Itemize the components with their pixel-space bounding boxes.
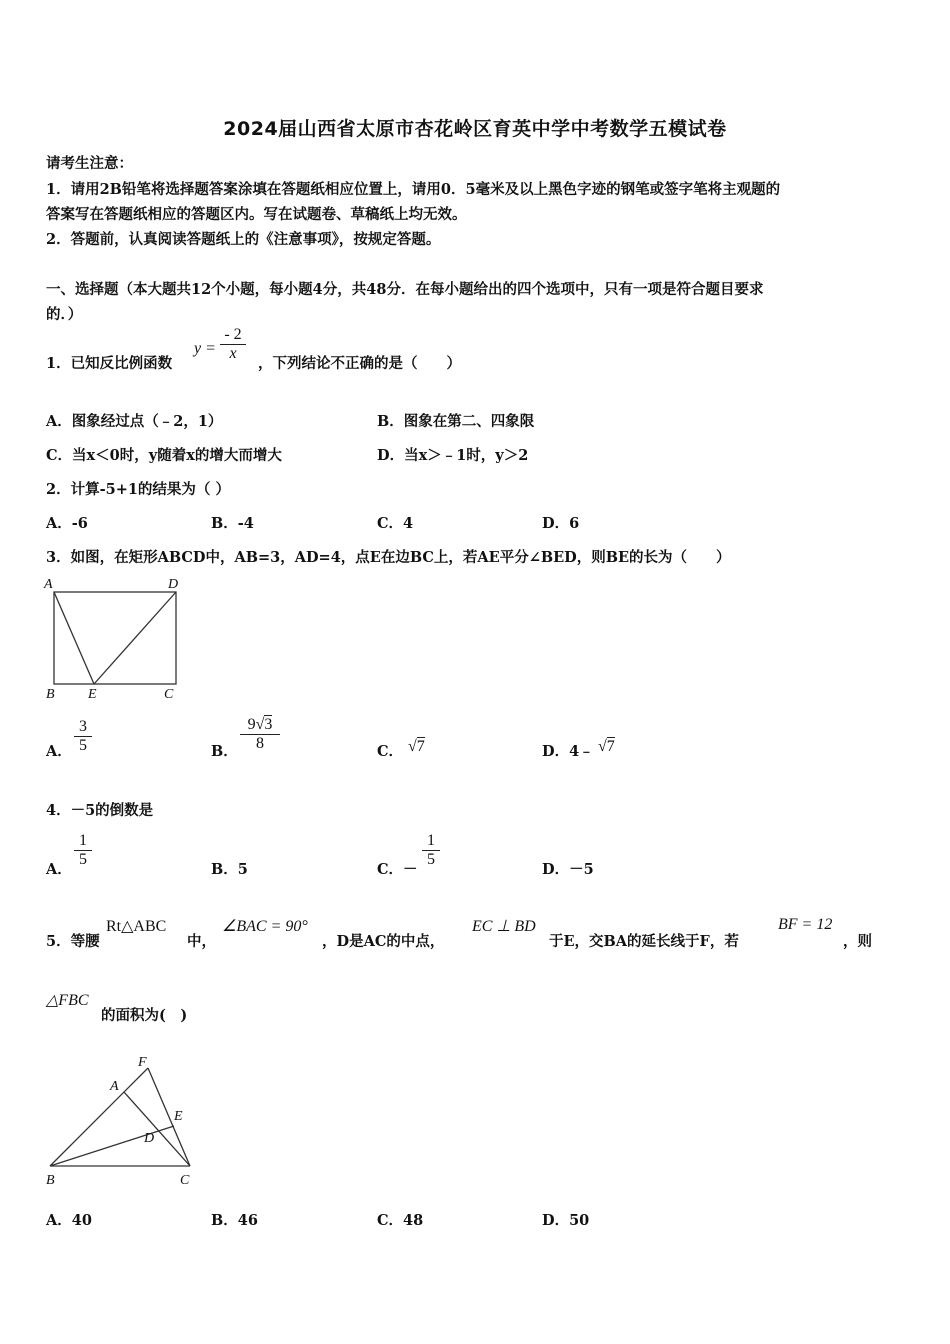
q5-segment-bf (50, 1068, 148, 1166)
q3-segment-ed (94, 592, 176, 684)
q5-option-d: D．50 (542, 1212, 590, 1229)
q1-func-fraction (220, 326, 246, 363)
q5-segment-be (50, 1126, 174, 1166)
section-heading-line-1: 一、选择题（本大题共12个小题，每小题4分，共48分．在每小题给出的四个选项中，只有一项是符合题目要求 (46, 281, 764, 298)
q3-label-a: A (44, 577, 53, 592)
q5-expr-triangle (106, 916, 166, 936)
q3-option-d-sqrt: √7 (598, 738, 615, 755)
q5-label-c: C (180, 1173, 190, 1188)
q1-func-denominator: x (220, 344, 246, 363)
section-heading-line-2: 的．） (46, 306, 83, 323)
notice-line-2: 2．答题前，认真阅读答题纸上的《注意事项》，按规定答题。 (46, 231, 441, 248)
q5-expr-angle: ∠BAC = 90° (222, 918, 308, 935)
q5-suffix: ，则 (843, 933, 872, 950)
notice-line-1b: 答案写在答题纸相应的答题区内。写在试题卷、草稿纸上均无效。 (46, 206, 467, 223)
q3-option-a-den: 5 (74, 736, 92, 755)
q3-option-a-fraction (74, 718, 92, 755)
q5-triangle-figure (38, 1050, 208, 1190)
q1-suffix: ，下列结论不正确的是（ ） (258, 355, 461, 372)
q4-option-d: D．－5 (542, 861, 594, 878)
q1-func-lhs: y = (194, 340, 216, 357)
q4-option-c-label: C．－ (377, 861, 418, 878)
q4-option-a-label: A． (46, 861, 72, 878)
q3-option-b-radicand: 3 (264, 716, 273, 733)
q3-option-c-radicand: 7 (416, 738, 425, 755)
q3-label-e: E (88, 687, 97, 702)
q3-stem: 3．如图，在矩形ABCD中，AB=3，AD=4，点E在边BC上，若AE平分∠BED，则BE的长为（ ） (46, 549, 731, 566)
q1-func-numerator: - 2 (224, 326, 242, 343)
q1-option-a: A．图象经过点（﹣2，1） (46, 413, 223, 430)
q4-option-c-den: 5 (422, 850, 440, 869)
q4-option-c-num: 1 (427, 832, 435, 849)
q3-option-b-den: 8 (240, 734, 280, 753)
q3-label-d: D (168, 577, 179, 592)
q5-segment-ac (124, 1092, 190, 1166)
q5-stem-line-2: 的面积为( ) (101, 1007, 188, 1024)
q3-option-b-fraction (240, 716, 280, 753)
q5-option-b: B．46 (211, 1212, 258, 1229)
q4-option-a-den: 5 (74, 850, 92, 869)
q1-option-d: D．当x＞﹣1时，y＞2 (377, 447, 529, 464)
q5-label-e: E (174, 1109, 183, 1124)
page-title: 2024届山西省太原市杏花岭区育英中学中考数学五模试卷 (223, 118, 727, 140)
q2-option-c: C．4 (377, 515, 414, 532)
q2-option-a: A．-6 (46, 515, 88, 532)
q4-option-c-fraction (422, 832, 440, 869)
q3-rectangle (54, 592, 176, 684)
q5-prefix: 5．等腰 (46, 933, 100, 950)
q5-option-c: C．48 (377, 1212, 424, 1229)
q3-label-c: C (164, 687, 174, 702)
q3-rectangle-figure (42, 572, 192, 704)
q5-option-a: A．40 (46, 1212, 92, 1229)
q3-option-b-label: B． (211, 743, 238, 760)
q5-expr-triangle-text: Rt△ABC (106, 918, 167, 935)
q3-option-a-label: A． (46, 743, 72, 760)
q2-option-d: D．6 (542, 515, 580, 532)
q1-option-b: B．图象在第二、四象限 (377, 413, 535, 430)
q3-label-b: B (46, 687, 55, 702)
q3-option-c-label: C． (377, 743, 404, 760)
q5-expr-fbc: △FBC (46, 992, 89, 1009)
q4-stem: 4．－5的倒数是 (46, 802, 154, 819)
q5-label-d: D (144, 1131, 155, 1146)
q1-prefix: 1．已知反比例函数 (46, 355, 173, 372)
q4-option-b: B．5 (211, 861, 248, 878)
q1-option-c: C．当x＜0时，y随着x的增大而增大 (46, 447, 282, 464)
q5-mid-3: 于E，交BA的延长线于F，若 (549, 933, 739, 950)
q3-option-d-label: D．4﹣ (542, 743, 594, 760)
notice-line-1: 1．请用2B铅笔将选择题答案涂填在答题纸相应位置上，请用0．5毫米及以上黑色字迹的钢笔或签字笔将主观题的 (46, 181, 781, 198)
q5-expr-perpendicular: EC ⊥ BD (472, 918, 536, 935)
q5-label-f: F (138, 1055, 147, 1070)
q4-option-a-fraction (74, 832, 92, 869)
q4-option-a-num: 1 (79, 832, 87, 849)
q3-option-d-radicand: 7 (606, 738, 615, 755)
notice-heading: 请考生注意： (46, 155, 133, 172)
q5-label-a: A (110, 1079, 119, 1094)
q3-option-a-num: 3 (79, 718, 87, 735)
q5-mid-1: 中， (187, 933, 216, 950)
q2-option-b: B．-4 (211, 515, 254, 532)
q3-option-c-sqrt: √7 (408, 738, 425, 755)
q5-expr-bf: BF = 12 (778, 916, 833, 933)
q5-mid-2: ，D是AC的中点， (322, 933, 445, 950)
q5-segment-fc (148, 1068, 190, 1166)
q3-option-b-coef: 9 (247, 716, 256, 733)
q3-option-b-num: 9√3 (247, 716, 273, 733)
q3-segment-ae (54, 592, 94, 684)
q2-stem: 2．计算-5+1的结果为（ ） (46, 481, 230, 498)
q5-label-b: B (46, 1173, 55, 1188)
